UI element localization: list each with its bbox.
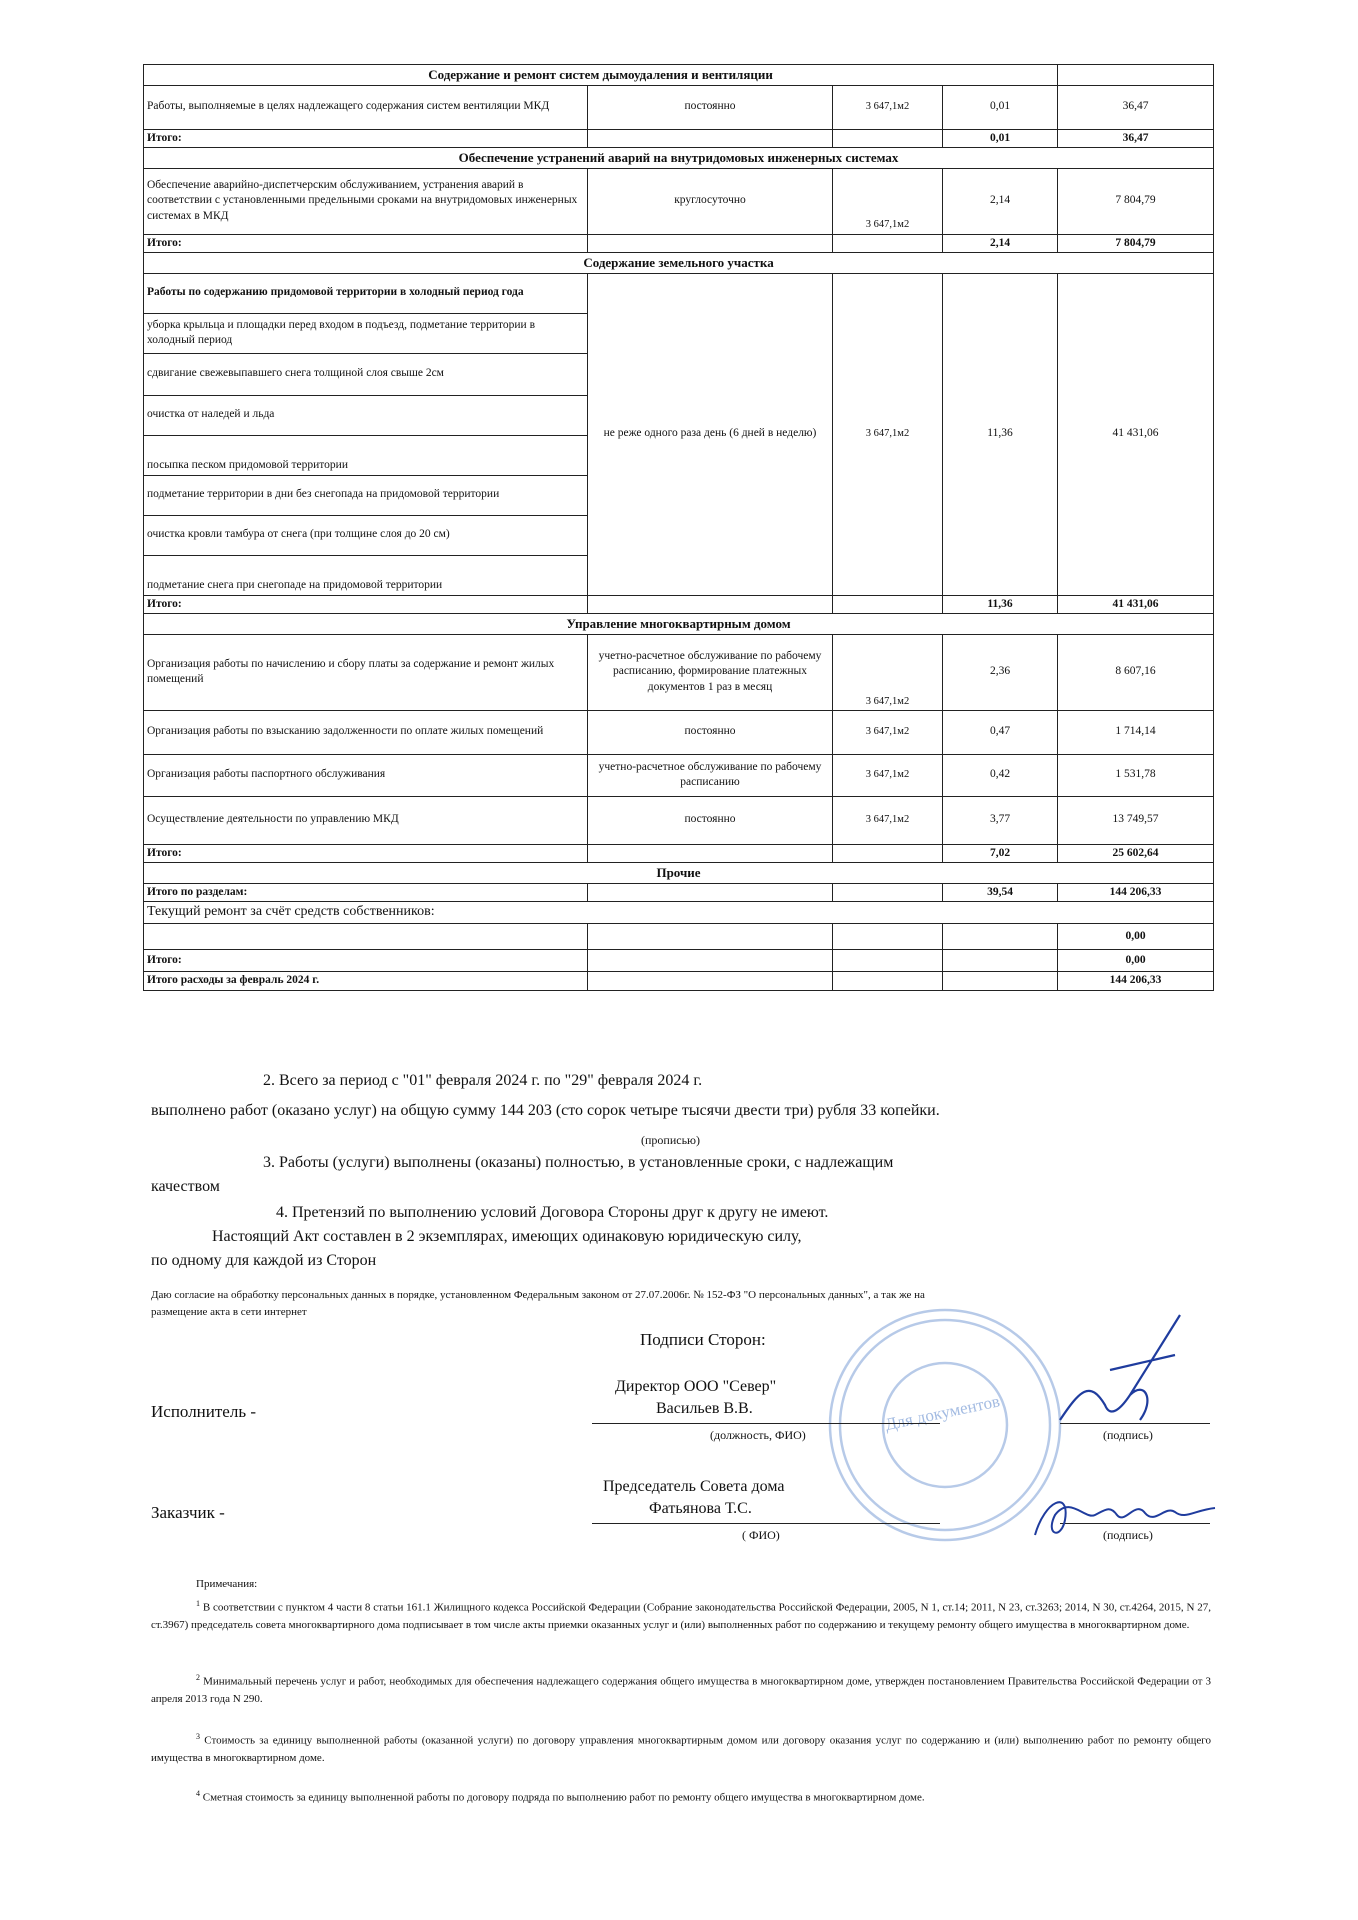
executor-underline: [592, 1423, 940, 1424]
work-area: 3 647,1м2: [833, 85, 943, 129]
clause-2-sum: выполнено работ (оказано услуг) на общую сумму 144 203 (сто сорок четыре тысячи двести три) рубля 33 копейки.: [151, 1102, 940, 1119]
note-3: [151, 1731, 1211, 1767]
total-rate: 11,36: [943, 595, 1058, 614]
executor-caption: (должность, ФИО): [710, 1428, 806, 1442]
customer-name: Фатьянова Т.С.: [649, 1500, 752, 1517]
note-4: [151, 1788, 1211, 1807]
total-sum: 25 602,64: [1058, 844, 1214, 863]
work-name: Осуществление деятельности по управлению МКД: [144, 796, 588, 844]
notes-title: Примечания:: [196, 1578, 258, 1590]
note-4-mark: 4: [196, 1789, 200, 1798]
work-name: Организация работы по взысканию задолженности по оплате жилых помещений: [144, 710, 588, 754]
work-name: очистка от наледей и льда: [144, 395, 588, 435]
work-period: постоянно: [588, 710, 833, 754]
total-rate: 0,01: [943, 129, 1058, 148]
work-name: посыпка песком придомовой территории: [144, 435, 588, 475]
total-row: [144, 844, 1214, 863]
total-sum: 41 431,06: [1058, 595, 1214, 614]
section-header-row: [144, 902, 1214, 924]
note-3-text: Стоимость за единицу выполненной работы (оказанной услуги) по договору управления многоквартирным домом или договору оказания услуг по содержанию и (или) выполнению работ по ремонту общего имущества в многоквартирном доме.: [151, 1734, 1212, 1764]
consent-line-2: размещение акта в сети интернет: [151, 1306, 307, 1318]
total-row: [144, 129, 1214, 148]
total-rate: 39,54: [943, 883, 1058, 902]
work-name: очистка кровли тамбура от снега (при толщине слоя до 20 см): [144, 515, 588, 555]
executor-title: Директор ООО "Север": [615, 1378, 777, 1395]
clause-2: 2. Всего за период с "01" февраля 2024 г. по "29" февраля 2024 г.: [263, 1072, 703, 1089]
customer-signature: [1025, 1480, 1225, 1550]
section-header-row: [144, 614, 1214, 635]
work-sum: 1 531,78: [1058, 754, 1214, 796]
executor-signature: [1050, 1310, 1190, 1435]
signatures-heading: Подписи Сторон:: [640, 1330, 766, 1349]
clause-5-cont: по одному для каждой из Сторон: [151, 1252, 377, 1269]
work-sum: 1 714,14: [1058, 710, 1214, 754]
note-4-text: Сметная стоимость за единицу выполненной работы по договору подряда по выполнению работ по ремонту общего имущества в многоквартирном доме.: [202, 1791, 925, 1804]
note-2-text: Минимальный перечень услуг и работ, необходимых для обеспечения надлежащего содержания общего имущества в многоквартирном доме, утвержден постановлением Правительства Российской Федерации от 3 апреля 2013 года N 290.: [151, 1675, 1211, 1705]
table-row: [144, 796, 1214, 844]
total-row: [144, 595, 1214, 614]
customer-label: Заказчик -: [151, 1503, 225, 1522]
customer-caption: ( ФИО): [742, 1528, 780, 1542]
land-group-header: Работы по содержанию придомовой территории в холодный период года: [144, 273, 588, 313]
executor-label: Исполнитель -: [151, 1402, 256, 1421]
work-period: постоянно: [588, 796, 833, 844]
work-name: Работы, выполняемые в целях надлежащего содержания систем вентиляции МКД: [144, 85, 588, 129]
work-period: учетно-расчетное обслуживание по рабочему расписанию, формирование платежных документов 1 раз в месяц: [588, 634, 833, 710]
work-sum: 36,47: [1058, 85, 1214, 129]
section-title-ventilation: Содержание и ремонт систем дымоудаления и вентиляции: [144, 65, 1058, 86]
work-rate: 0,47: [943, 710, 1058, 754]
work-area: 3 647,1м2: [833, 168, 943, 234]
work-area: 3 647,1м2: [833, 273, 943, 595]
total-label: Итого:: [144, 595, 588, 614]
clause-3: 3. Работы (услуги) выполнены (оказаны) полностью, в установленные сроки, с надлежащим: [263, 1154, 894, 1171]
work-name: сдвигание свежевыпавшего снега толщиной слоя свыше 2см: [144, 353, 588, 395]
work-period: постоянно: [588, 85, 833, 129]
work-rate: 2,36: [943, 634, 1058, 710]
grand-total-label: Итого расходы за февраль 2024 г.: [144, 972, 588, 991]
executor-name: Васильев В.В.: [656, 1400, 753, 1417]
total-rate: 7,02: [943, 844, 1058, 863]
work-rate: 0,42: [943, 754, 1058, 796]
total-label: Итого:: [144, 844, 588, 863]
table-row: [144, 924, 1214, 950]
grand-total-sum: 144 206,33: [1058, 972, 1214, 991]
grand-total-row: [144, 972, 1214, 991]
section-title-other: Прочие: [144, 863, 1214, 884]
table-row: [144, 634, 1214, 710]
work-period: не реже одного раза день (6 дней в неделю): [588, 273, 833, 595]
section-title-land: Содержание земельного участка: [144, 253, 1214, 274]
work-sum: 41 431,06: [1058, 273, 1214, 595]
written-caption: (прописью): [641, 1133, 701, 1147]
work-sum: 8 607,16: [1058, 634, 1214, 710]
work-sum: 7 804,79: [1058, 168, 1214, 234]
note-1-mark: 1: [196, 1599, 200, 1608]
work-name: уборка крыльца и площадки перед входом в подъезд, подметание территории в холодный период: [144, 313, 588, 353]
table-row: [144, 273, 1214, 313]
work-sum: 13 749,57: [1058, 796, 1214, 844]
total-label: Итого по разделам:: [144, 883, 588, 902]
total-rate: 2,14: [943, 234, 1058, 253]
work-period: круглосуточно: [588, 168, 833, 234]
note-3-mark: 3: [196, 1732, 200, 1741]
executor-sign-caption: (подпись): [1103, 1428, 1153, 1442]
work-rate: 2,14: [943, 168, 1058, 234]
total-sum: 7 804,79: [1058, 234, 1214, 253]
work-name: подметание территории в дни без снегопада на придомовой территории: [144, 475, 588, 515]
table-row: [144, 710, 1214, 754]
work-area: 3 647,1м2: [833, 710, 943, 754]
section-title-management: Управление многоквартирным домом: [144, 614, 1214, 635]
section-header-row: [144, 863, 1214, 884]
total-sum: 144 206,33: [1058, 883, 1214, 902]
clause-5: Настоящий Акт составлен в 2 экземплярах, имеющих одинаковую юридическую силу,: [212, 1228, 802, 1245]
section-header-row: [144, 65, 1214, 86]
work-rate: 0,01: [943, 85, 1058, 129]
services-table: [143, 64, 1214, 991]
total-row: [144, 234, 1214, 253]
customer-underline: [592, 1523, 940, 1524]
section-title-emergency: Обеспечение устранений аварий на внутридомовых инженерных системах: [144, 148, 1214, 169]
section-header-row: [144, 148, 1214, 169]
stamp-text: Для документов: [883, 1391, 1002, 1435]
work-name: Обеспечение аварийно-диспетчерским обслуживанием, устранения аварий в соответствии с установленными предельными сроками на внутридомовых инженерных системах в МКД: [144, 168, 588, 234]
table-row: [144, 85, 1214, 129]
total-sum: 36,47: [1058, 129, 1214, 148]
work-rate: 11,36: [943, 273, 1058, 595]
customer-sign-caption: (подпись): [1103, 1528, 1153, 1542]
note-1: [151, 1598, 1211, 1634]
work-area: 3 647,1м2: [833, 754, 943, 796]
total-label: Итого:: [144, 950, 588, 972]
repair-section-label: Текущий ремонт за счёт средств собственников:: [144, 902, 1214, 924]
work-period: учетно-расчетное обслуживание по рабочему расписанию: [588, 754, 833, 796]
total-label: Итого:: [144, 234, 588, 253]
work-name: Организация работы паспортного обслуживания: [144, 754, 588, 796]
work-area: 3 647,1м2: [833, 796, 943, 844]
work-name: подметание снега при снегопаде на придомовой территории: [144, 555, 588, 595]
clause-4: 4. Претензий по выполнению условий Договора Стороны друг к другу не имеют.: [276, 1204, 829, 1221]
table-row: [144, 754, 1214, 796]
section-header-row: [144, 253, 1214, 274]
work-area: 3 647,1м2: [833, 634, 943, 710]
table-row: [144, 168, 1214, 234]
note-1-text: В соответствии с пунктом 4 части 8 статьи 161.1 Жилищного кодекса Российской Федерации (Собрание законодательства Российской Федерации, 2005, N 1, ст.14; 2011, N 23, ст.3263; 2014, N 30, ст.4264, 2015, N 27, ст.3967) председатель совета многоквартирного дома подписывает в том числе акты приемки оказанных услуг и (или) выполненных работ по содержанию и текущему ремонту общего имущества в многоквартирном доме.: [151, 1601, 1211, 1631]
note-2-mark: 2: [196, 1673, 200, 1682]
note-2: [151, 1672, 1211, 1708]
total-row: [144, 883, 1214, 902]
total-row: [144, 950, 1214, 972]
total-sum: 0,00: [1058, 950, 1214, 972]
customer-title: Председатель Совета дома: [603, 1478, 785, 1495]
work-rate: 3,77: [943, 796, 1058, 844]
repair-sum: 0,00: [1058, 924, 1214, 950]
consent-line-1: Даю согласие на обработку персональных данных в порядке, установленном Федеральным законом от 27.07.2006г. № 152-ФЗ "О персональных данных", а так же на: [151, 1289, 925, 1301]
total-label: Итого:: [144, 129, 588, 148]
work-name: Организация работы по начислению и сбору платы за содержание и ремонт жилых помещений: [144, 634, 588, 710]
clause-3-cont: качеством: [151, 1178, 220, 1195]
